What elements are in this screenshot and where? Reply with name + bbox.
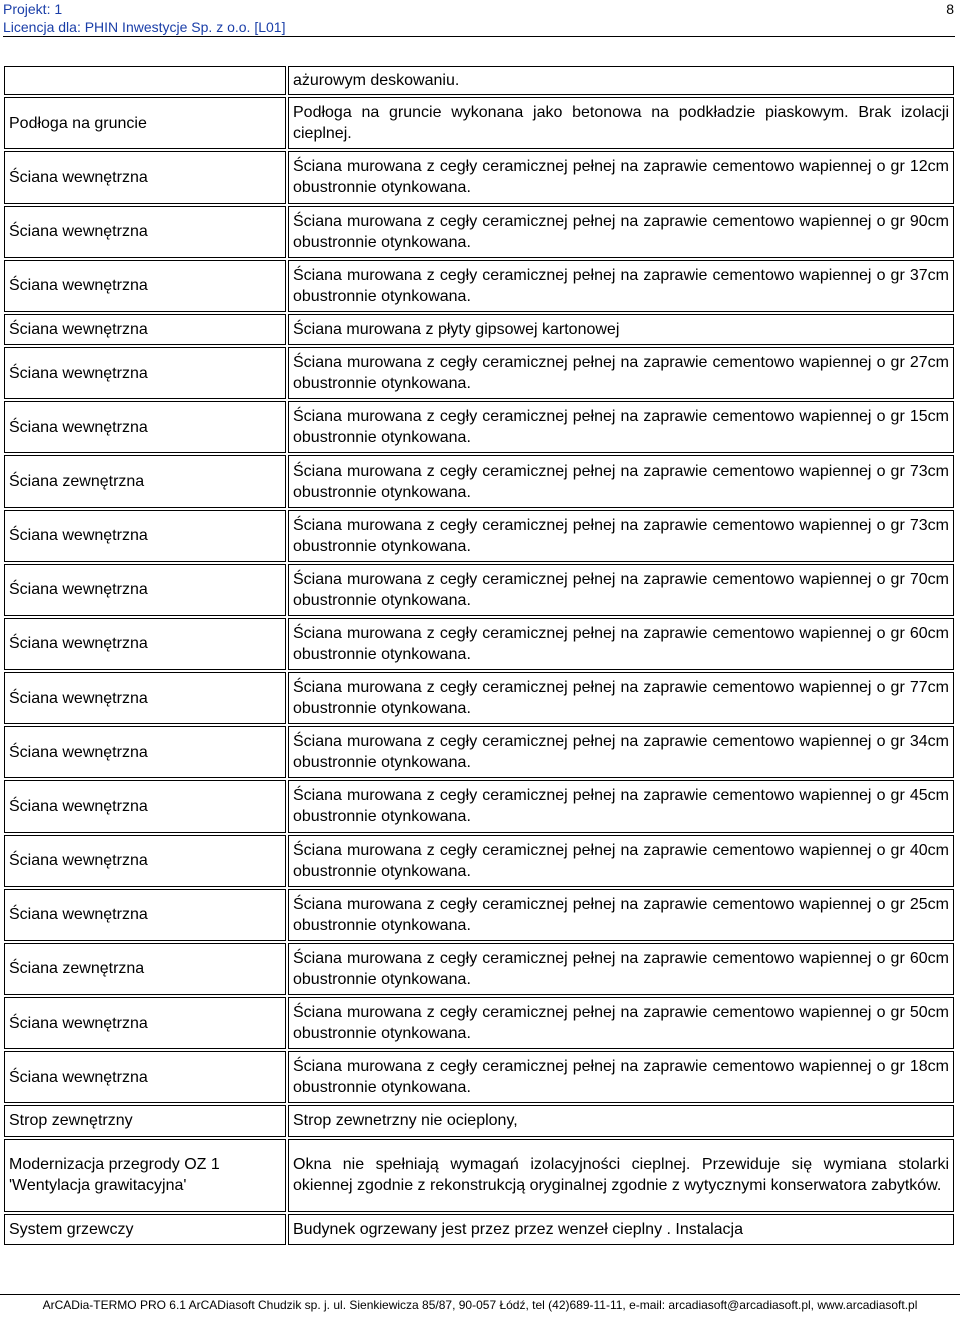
partition-name-cell [4,66,286,95]
footer-text: ArCADia-TERMO PRO 6.1 ArCADiasoft Chudzik sp. j. ul. Sienkiewicza 85/87, 90-057 Łódź, tel (42)689-11-11, e-mail: arcadiasoft@arcadiasoft.pl, www.arcadiasoft.pl [42,1298,918,1312]
partition-description-cell: Ściana murowana z cegły ceramicznej pełnej na zaprawie cementowo wapiennej o gr 15cm obustronnie otynkowana. [288,401,954,453]
partition-description-cell: Ściana murowana z płyty gipsowej kartonowej [288,314,954,345]
partition-description-cell: Ściana murowana z cegły ceramicznej pełnej na zaprawie cementowo wapiennej o gr 34cm obustronnie otynkowana. [288,726,954,778]
partition-description-cell: Ściana murowana z cegły ceramicznej pełnej na zaprawie cementowo wapiennej o gr 18cm obustronnie otynkowana. [288,1051,954,1103]
table-row [4,726,954,778]
partition-name-cell: Ściana wewnętrzna [4,889,286,941]
table-row [4,618,954,670]
partition-description-cell: Ściana murowana z cegły ceramicznej pełnej na zaprawie cementowo wapiennej o gr 27cm obustronnie otynkowana. [288,347,954,399]
partition-name-cell: Ściana wewnętrzna [4,564,286,616]
table-row [4,66,954,95]
project-label: Projekt: 1 [3,1,63,17]
partition-name-cell: Ściana zewnętrzna [4,943,286,995]
header-divider [3,36,955,37]
table-row [4,260,954,312]
table-row [4,997,954,1049]
table-row [4,1214,954,1245]
partition-name-cell: Ściana wewnętrzna [4,347,286,399]
table-row [4,510,954,562]
partition-description-cell: Ściana murowana z cegły ceramicznej pełnej na zaprawie cementowo wapiennej o gr 70cm obustronnie otynkowana. [288,564,954,616]
table-row [4,564,954,616]
page-number: 8 [946,1,954,17]
partition-name-cell: Ściana wewnętrzna [4,726,286,778]
partition-description-cell: Budynek ogrzewany jest przez przez wenzeł cieplny . Instalacja [288,1214,954,1245]
partition-name-cell: Modernizacja przegrody OZ 1 'Wentylacja grawitacyjna' [4,1139,286,1212]
partition-name-cell: Ściana zewnętrzna [4,455,286,507]
table-row [4,1105,954,1136]
partition-name-cell: Ściana wewnętrzna [4,206,286,258]
partition-description-cell: Ściana murowana z cegły ceramicznej pełnej na zaprawie cementowo wapiennej o gr 90cm obustronnie otynkowana. [288,206,954,258]
partition-name-cell: Ściana wewnętrzna [4,314,286,345]
partition-description-cell: Podłoga na gruncie wykonana jako betonowa na podkładzie piaskowym. Brak izolacji cieplnej. [288,97,954,149]
partition-name-cell: Ściana wewnętrzna [4,260,286,312]
partition-description-cell: Ściana murowana z cegły ceramicznej pełnej na zaprawie cementowo wapiennej o gr 37cm obustronnie otynkowana. [288,260,954,312]
table-row [4,889,954,941]
table-row [4,1051,954,1103]
table-row [4,347,954,399]
partition-description-cell: Ściana murowana z cegły ceramicznej pełnej na zaprawie cementowo wapiennej o gr 12cm obustronnie otynkowana. [288,151,954,203]
partition-name-cell: Ściana wewnętrzna [4,401,286,453]
partition-name-cell: Ściana wewnętrzna [4,618,286,670]
page-footer [0,1298,960,1312]
partition-description-cell: ażurowym deskowaniu. [288,66,954,95]
partition-description-cell: Ściana murowana z cegły ceramicznej pełnej na zaprawie cementowo wapiennej o gr 40cm obustronnie otynkowana. [288,835,954,887]
partition-name-cell: Ściana wewnętrzna [4,151,286,203]
partition-description-cell: Ściana murowana z cegły ceramicznej pełnej na zaprawie cementowo wapiennej o gr 73cm obustronnie otynkowana. [288,510,954,562]
partition-name-cell: Ściana wewnętrzna [4,672,286,724]
footer-divider [0,1294,960,1295]
partition-description-table [2,64,956,1247]
partition-description-cell: Ściana murowana z cegły ceramicznej pełnej na zaprawie cementowo wapiennej o gr 73cm obustronnie otynkowana. [288,455,954,507]
partition-description-cell: Okna nie spełniają wymagań izolacyjności cieplnej. Przewiduje się wymiana stolarki okiennej zgodnie z rekonstrukcją oryginalnej zgodnie z wytycznymi konserwatora zabytków. [288,1139,954,1212]
table-row [4,780,954,832]
partition-description-cell: Ściana murowana z cegły ceramicznej pełnej na zaprawie cementowo wapiennej o gr 60cm obustronnie otynkowana. [288,618,954,670]
table-row [4,97,954,149]
partition-name-cell: System grzewczy [4,1214,286,1245]
table-row [4,151,954,203]
partition-description-cell: Strop zewnetrzny nie ocieplony, [288,1105,954,1136]
table-row [4,455,954,507]
table-row [4,835,954,887]
table-row [4,943,954,995]
table-row [4,672,954,724]
partition-description-cell: Ściana murowana z cegły ceramicznej pełnej na zaprawie cementowo wapiennej o gr 77cm obustronnie otynkowana. [288,672,954,724]
partition-description-cell: Ściana murowana z cegły ceramicznej pełnej na zaprawie cementowo wapiennej o gr 25cm obustronnie otynkowana. [288,889,954,941]
table-row [4,401,954,453]
partition-name-cell: Podłoga na gruncie [4,97,286,149]
partition-name-cell: Ściana wewnętrzna [4,510,286,562]
license-label: Licencja dla: PHIN Inwestycje Sp. z o.o. [L01] [3,19,286,35]
description-table [2,64,956,1247]
partition-description-cell: Ściana murowana z cegły ceramicznej pełnej na zaprawie cementowo wapiennej o gr 50cm obustronnie otynkowana. [288,997,954,1049]
partition-name-cell: Ściana wewnętrzna [4,835,286,887]
partition-description-cell: Ściana murowana z cegły ceramicznej pełnej na zaprawie cementowo wapiennej o gr 45cm obustronnie otynkowana. [288,780,954,832]
table-row [4,314,954,345]
partition-name-cell: Strop zewnętrzny [4,1105,286,1136]
table-row [4,1139,954,1212]
table-row [4,206,954,258]
partition-description-cell: Ściana murowana z cegły ceramicznej pełnej na zaprawie cementowo wapiennej o gr 60cm obustronnie otynkowana. [288,943,954,995]
partition-name-cell: Ściana wewnętrzna [4,997,286,1049]
page-header [3,0,960,40]
partition-name-cell: Ściana wewnętrzna [4,1051,286,1103]
partition-name-cell: Ściana wewnętrzna [4,780,286,832]
